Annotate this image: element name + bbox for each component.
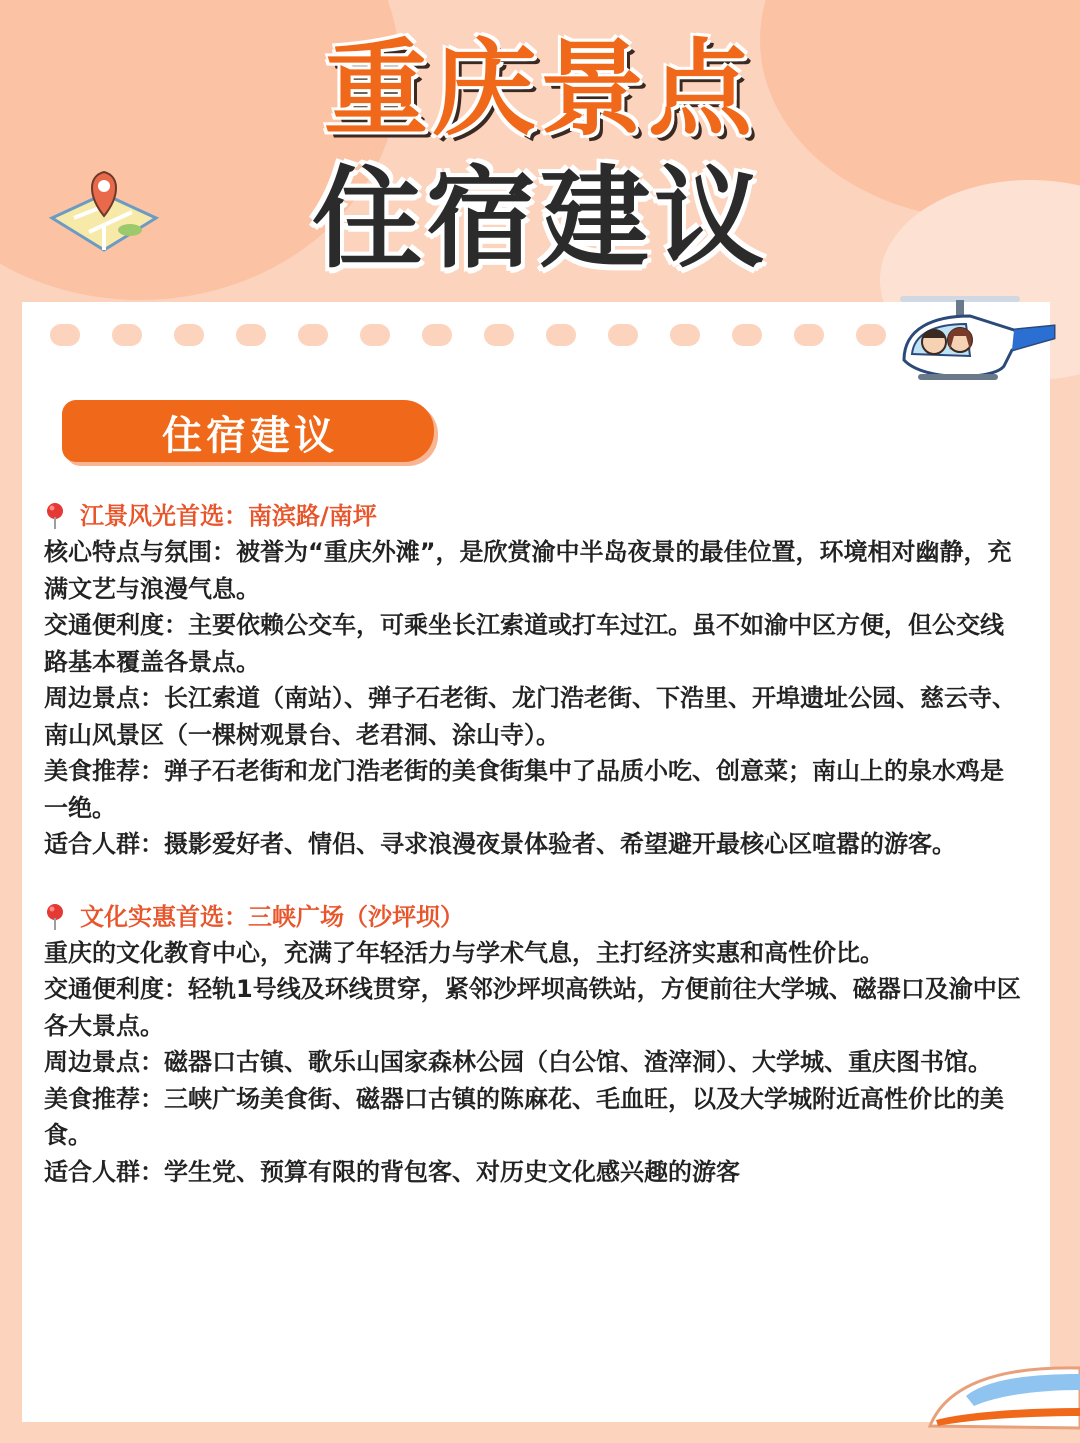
- title-line-1: 重庆景点: [323, 28, 756, 150]
- dot: [422, 324, 452, 346]
- section-heading-text: 文化实惠首选：三峡广场（沙坪坝）: [80, 902, 464, 931]
- paragraph: 交通便利度：主要依赖公交车，可乘坐长江索道或打车过江。虽不如渝中区方便，但公交线路基本覆盖各景点。: [44, 611, 1004, 676]
- paragraph: 美食推荐：三峡广场美食街、磁器口古镇的陈麻花、毛血旺，以及大学城附近高性价比的美食。: [44, 1084, 1004, 1149]
- spacer: [44, 863, 1024, 899]
- page-title: [0, 30, 1080, 282]
- paragraph: 周边景点：长江索道（南站）、弹子石老街、龙门浩老街、下浩里、开埠遗址公园、慈云寺、南山风景区（一棵树观景台、老君洞、涂山寺）。: [44, 684, 1016, 749]
- paragraph: 重庆的文化教育中心，充满了年轻活力与学术气息，主打经济实惠和高性价比。: [44, 938, 884, 967]
- paragraph: 核心特点与氛围：被誉为“重庆外滩”，是欣赏渝中半岛夜景的最佳位置，环境相对幽静，充满文艺与浪漫气息。: [44, 538, 1012, 603]
- dot: [50, 324, 80, 346]
- dot: [360, 324, 390, 346]
- dot: [856, 324, 886, 346]
- paragraph: 适合人群：学生党、预算有限的背包客、对历史文化感兴趣的游客: [44, 1157, 740, 1186]
- dot: [546, 324, 576, 346]
- dot: [174, 324, 204, 346]
- location-pin-icon: [44, 903, 66, 931]
- dot: [732, 324, 762, 346]
- dot: [112, 324, 142, 346]
- train-illustration: [926, 1356, 1080, 1436]
- section-pill: [62, 400, 434, 462]
- section-heading: [44, 899, 1024, 935]
- helicopter-illustration: [894, 290, 1060, 400]
- paragraph: 美食推荐：弹子石老街和龙门浩老街的美食街集中了品质小吃、创意菜；南山上的泉水鸡是一绝。: [44, 757, 1004, 822]
- location-pin-icon: [44, 502, 66, 530]
- paragraph: 交通便利度：轻轨1号线及环线贯穿，紧邻沙坪坝高铁站，方便前往大学城、磁器口及渝中区各大景点。: [44, 975, 1021, 1040]
- paragraph: 适合人群：摄影爱好者、情侣、寻求浪漫夜景体验者、希望避开最核心区喧嚣的游客。: [44, 830, 956, 858]
- dot: [298, 324, 328, 346]
- section-pill-label: 住宿建议: [162, 413, 338, 459]
- dot: [794, 324, 824, 346]
- paragraph: 周边景点：磁器口古镇、歌乐山国家森林公园（白公馆、渣滓洞）、大学城、重庆图书馆。: [44, 1048, 992, 1076]
- dot: [484, 324, 514, 346]
- content-body: [44, 498, 1024, 1190]
- decorative-dots: [50, 324, 950, 346]
- dot: [670, 324, 700, 346]
- section-heading-text: 江景风光首选：南滨路/南坪: [80, 502, 377, 530]
- section-heading: [44, 498, 1024, 534]
- dot: [236, 324, 266, 346]
- dot: [608, 324, 638, 346]
- title-line-2: 住宿建议: [312, 154, 768, 283]
